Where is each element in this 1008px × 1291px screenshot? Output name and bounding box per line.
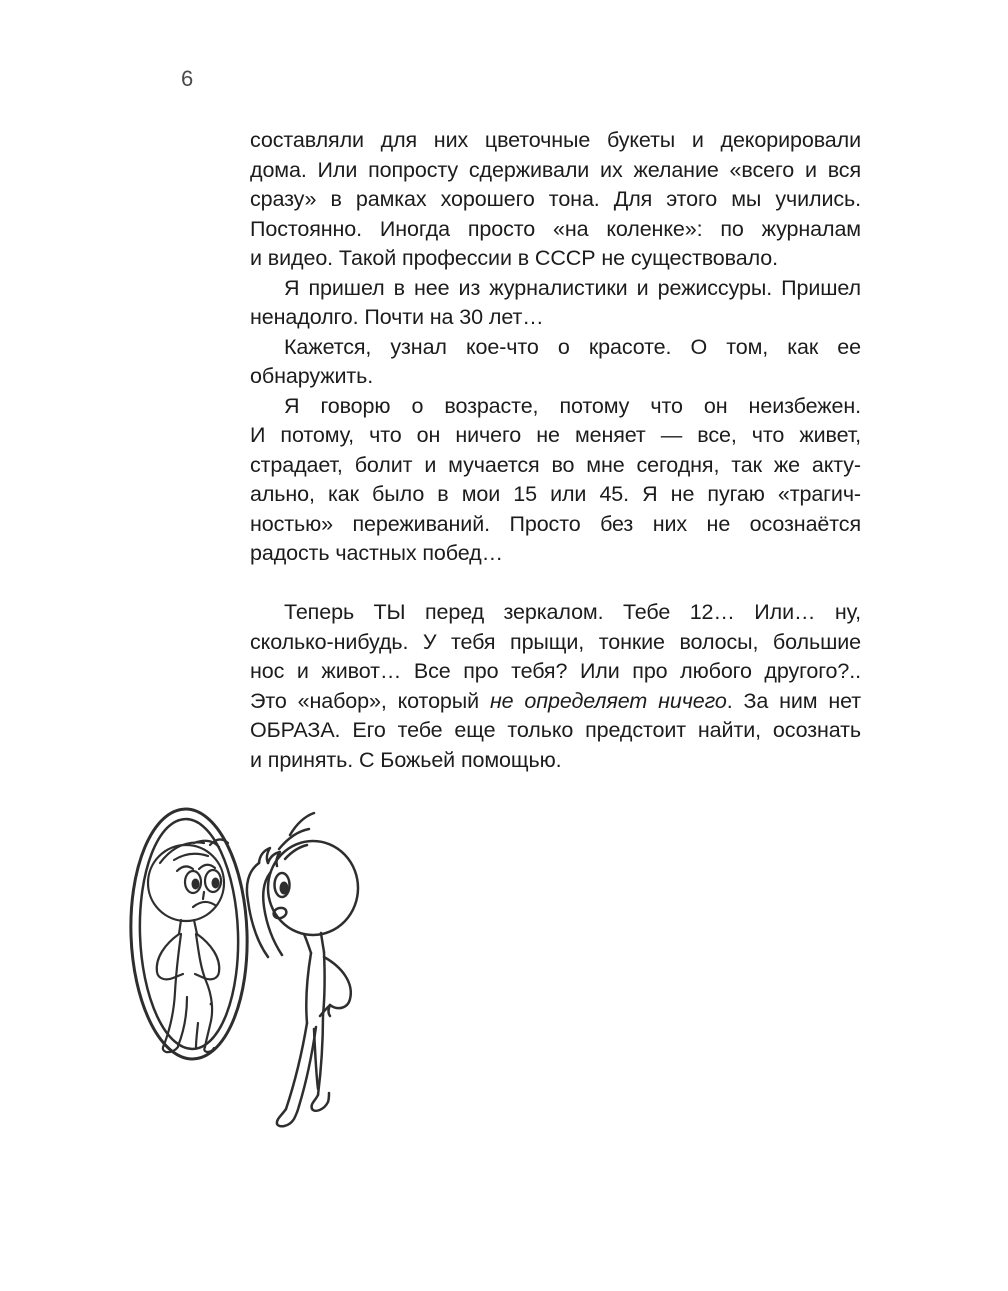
text-line: сразу» в рамках хорошего тона. Для этого мы учились. (250, 187, 861, 211)
paragraph (250, 333, 861, 392)
text-line: составляли для них цветочные букеты и декорировали (250, 128, 861, 152)
text-line: радость частных побед… (250, 541, 503, 565)
text-line: страдает, болит и мучается во мне сегодня, так же акту- (250, 452, 861, 477)
text-line: ально, как было в мои 15 или 45. Я не пугаю «трагич- (250, 482, 861, 506)
mirror-figure-illustration (118, 797, 378, 1142)
text-line: ОБРАЗА. Его тебе еще только предстоит найти, осознать (250, 718, 861, 742)
text-line: ностью» переживаний. Просто без них не осознаётся (250, 511, 861, 536)
mirror-figure-drawing (118, 797, 378, 1142)
paragraph (250, 126, 861, 274)
text-line: сколько-нибудь. У тебя прыщи, тонкие волосы, большие (250, 629, 861, 654)
text-line: Я говорю о возрасте, потому что он неизбежен. (284, 393, 861, 418)
text-line: ненадолго. Почти на 30 лет… (250, 305, 544, 329)
text-line: нос и живот… Все про тебя? Или про любого другого?.. (250, 659, 861, 683)
text-run: . За ним нет (726, 688, 861, 713)
paragraph (250, 392, 861, 569)
standing-figure-icon (247, 813, 358, 1126)
text-line: дома. Или попросту сдерживали их желание «всего и вся (250, 157, 861, 182)
body-text (250, 126, 861, 775)
paragraph (250, 274, 861, 333)
text-line: и принять. С Божьей помощью. (250, 747, 562, 772)
page-number: 6 (181, 66, 194, 91)
text-line: и видео. Такой профессии в СССР не существовало. (250, 246, 779, 270)
text-run-italic: не определяет ничего (489, 688, 727, 713)
paragraph (250, 598, 861, 775)
text-line: обнаружить. (250, 364, 374, 388)
text-line: Я пришел в нее из журналистики и режиссуры. Пришел (284, 275, 861, 300)
text-line: И потому, что он ничего не меняет — все, что живет, (250, 423, 861, 447)
text-line: Теперь ТЫ перед зеркалом. Тебе 12… Или… ну, (284, 600, 861, 624)
text-line: Постоянно. Иногда просто «на коленке»: по журналам (250, 216, 861, 241)
text-line: Кажется, узнал кое-что о красоте. О том, как ее (284, 334, 861, 359)
text-run: Это «набор», который (250, 688, 490, 713)
text-line (250, 687, 861, 717)
